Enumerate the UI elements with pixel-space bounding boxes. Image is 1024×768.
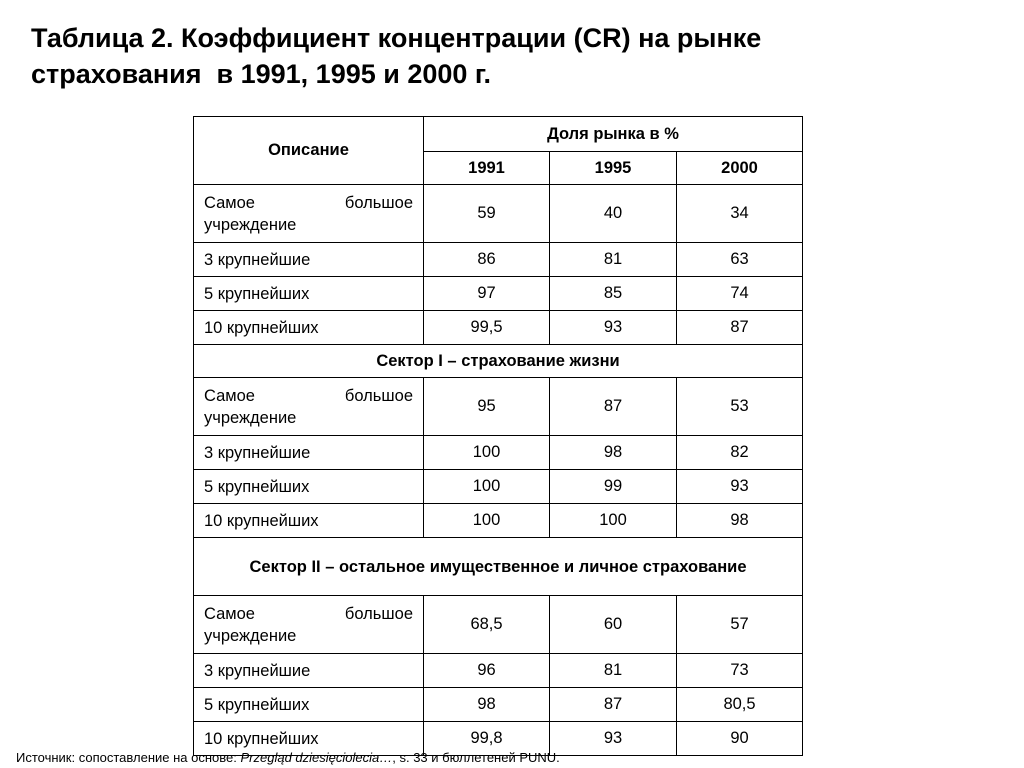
row-label: 10 крупнейших bbox=[194, 722, 424, 756]
section-row bbox=[194, 345, 803, 378]
table-row bbox=[194, 378, 803, 436]
section-row bbox=[194, 538, 803, 596]
table-row bbox=[194, 596, 803, 654]
section-title-property: Сектор II – остальное имущественное и личное страхование bbox=[194, 538, 803, 596]
cell-1991: 95 bbox=[424, 378, 550, 436]
header-description: Описание bbox=[194, 117, 424, 185]
table-row bbox=[194, 436, 803, 470]
cell-1991: 97 bbox=[424, 277, 550, 311]
cell-1995: 85 bbox=[550, 277, 677, 311]
section-title-life: Сектор I – страхование жизни bbox=[194, 345, 803, 378]
row-label: Самое большое учреждение bbox=[194, 378, 424, 436]
row-label: Самое большое учреждение bbox=[194, 596, 424, 654]
cell-2000: 34 bbox=[677, 185, 803, 243]
table-row bbox=[194, 311, 803, 345]
row-label: 3 крупнейшие bbox=[194, 436, 424, 470]
cell-1995: 93 bbox=[550, 722, 677, 756]
source-suffix: , s. 33 и бюллетеней PUNU. bbox=[392, 750, 560, 765]
cell-1991: 86 bbox=[424, 243, 550, 277]
cell-1991: 100 bbox=[424, 470, 550, 504]
row-label: 10 крупнейших bbox=[194, 311, 424, 345]
cell-1995: 99 bbox=[550, 470, 677, 504]
header-market-share: Доля рынка в % bbox=[424, 117, 803, 152]
cell-1995: 98 bbox=[550, 436, 677, 470]
page-title: Таблица 2. Коэффициент концентрации (CR) на рынке страхования в 1991, 1995 и 2000 г. bbox=[31, 23, 762, 89]
cell-2000: 63 bbox=[677, 243, 803, 277]
cell-1991: 99,5 bbox=[424, 311, 550, 345]
row-label: 5 крупнейших bbox=[194, 277, 424, 311]
row-label: 5 крупнейших bbox=[194, 470, 424, 504]
cell-2000: 90 bbox=[677, 722, 803, 756]
header-year-1991: 1991 bbox=[424, 152, 550, 185]
table-header-row bbox=[194, 117, 803, 152]
table-row bbox=[194, 470, 803, 504]
cell-1991: 68,5 bbox=[424, 596, 550, 654]
cell-2000: 98 bbox=[677, 504, 803, 538]
row-label: Самое большое учреждение bbox=[194, 185, 424, 243]
cell-2000: 93 bbox=[677, 470, 803, 504]
cell-2000: 57 bbox=[677, 596, 803, 654]
cell-1995: 81 bbox=[550, 654, 677, 688]
cell-1991: 99,8 bbox=[424, 722, 550, 756]
table-row bbox=[194, 688, 803, 722]
cell-1991: 98 bbox=[424, 688, 550, 722]
row-label: 10 крупнейших bbox=[194, 504, 424, 538]
row-label: 3 крупнейшие bbox=[194, 654, 424, 688]
cell-1995: 100 bbox=[550, 504, 677, 538]
row-label: 3 крупнейшие bbox=[194, 243, 424, 277]
cell-2000: 87 bbox=[677, 311, 803, 345]
cell-2000: 80,5 bbox=[677, 688, 803, 722]
table-row bbox=[194, 504, 803, 538]
cell-1991: 96 bbox=[424, 654, 550, 688]
source-note bbox=[16, 750, 560, 766]
table-row bbox=[194, 185, 803, 243]
cell-1995: 40 bbox=[550, 185, 677, 243]
header-year-1995: 1995 bbox=[550, 152, 677, 185]
source-title: Przegląd dziesięciolecia… bbox=[240, 750, 393, 765]
source-prefix: Источник: сопоставление на основе: bbox=[16, 750, 241, 765]
cell-1995: 93 bbox=[550, 311, 677, 345]
cell-1991: 59 bbox=[424, 185, 550, 243]
row-label: 5 крупнейших bbox=[194, 688, 424, 722]
cell-1995: 81 bbox=[550, 243, 677, 277]
cell-1995: 87 bbox=[550, 378, 677, 436]
cell-1995: 60 bbox=[550, 596, 677, 654]
concentration-ratio-table bbox=[193, 116, 803, 756]
cell-1995: 87 bbox=[550, 688, 677, 722]
table-row bbox=[194, 654, 803, 688]
table-row bbox=[194, 243, 803, 277]
cell-2000: 82 bbox=[677, 436, 803, 470]
cell-2000: 73 bbox=[677, 654, 803, 688]
table-row bbox=[194, 277, 803, 311]
cell-2000: 74 bbox=[677, 277, 803, 311]
cell-1991: 100 bbox=[424, 504, 550, 538]
cell-1991: 100 bbox=[424, 436, 550, 470]
cell-2000: 53 bbox=[677, 378, 803, 436]
header-year-2000: 2000 bbox=[677, 152, 803, 185]
